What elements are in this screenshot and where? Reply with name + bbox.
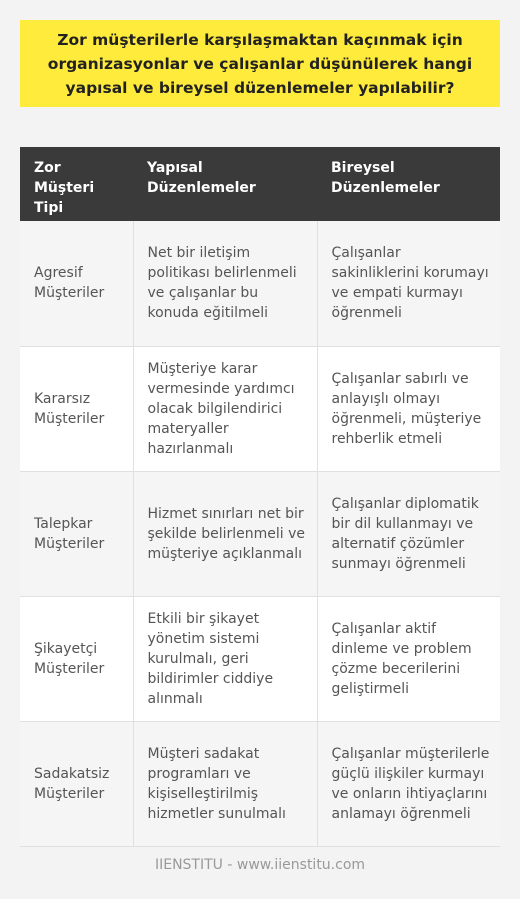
cell-structural: Müşteriye karar vermesinde yardımcı olacak bilgilendirici materyaller hazırlanmalı	[133, 346, 317, 471]
cell-customer-type: Kararsız Müşteriler	[20, 346, 133, 471]
table-header-row	[20, 147, 500, 221]
cell-individual: Çalışanlar aktif dinleme ve problem çözme becerilerini geliştirmeli	[317, 596, 500, 721]
banner-title: Zor müşterilerle karşılaşmaktan kaçınmak için organizasyonlar ve çalışanlar düşünülerek hangi yapısal ve bireysel düzenlemeler yapılabilir?	[47, 30, 473, 97]
header-structural: Yapısal Düzenlemeler	[133, 147, 317, 221]
cell-individual: Çalışanlar müşterilerle güçlü ilişkiler kurmayı ve onların ihtiyaçlarını anlamayı öğrenmeli	[317, 721, 500, 846]
question-banner	[20, 20, 500, 107]
cell-individual: Çalışanlar sabırlı ve anlayışlı olmayı öğrenmeli, müşteriye rehberlik etmeli	[317, 346, 500, 471]
cell-customer-type: Agresif Müşteriler	[20, 221, 133, 346]
table-row	[20, 721, 500, 846]
header-customer-type: Zor Müşteri Tipi	[20, 147, 133, 221]
footer-credit: IIENSTITU - www.iienstitu.com	[154, 857, 366, 873]
cell-structural: Hizmet sınırları net bir şekilde belirlenmeli ve müşteriye açıklanmalı	[133, 471, 317, 596]
table-row	[20, 596, 500, 721]
cell-structural: Müşteri sadakat programları ve kişiselleştirilmiş hizmetler sunulmalı	[133, 721, 317, 846]
cell-individual: Çalışanlar sakinliklerini korumayı ve empati kurmayı öğrenmeli	[317, 221, 500, 346]
table-row	[20, 221, 500, 346]
header-individual: Bireysel Düzenlemeler	[317, 147, 500, 221]
table-row	[20, 471, 500, 596]
cell-structural: Net bir iletişim politikası belirlenmeli ve çalışanlar bu konuda eğitilmeli	[133, 221, 317, 346]
cell-individual: Çalışanlar diplomatik bir dil kullanmayı ve alternatif çözümler sunmayı öğrenmeli	[317, 471, 500, 596]
cell-structural: Etkili bir şikayet yönetim sistemi kurulmalı, geri bildirimler ciddiye alınmalı	[133, 596, 317, 721]
cell-customer-type: Şikayetçi Müşteriler	[20, 596, 133, 721]
cell-customer-type: Talepkar Müşteriler	[20, 471, 133, 596]
cell-customer-type: Sadakatsiz Müşteriler	[20, 721, 133, 846]
adjustments-table	[20, 147, 500, 847]
table-row	[20, 346, 500, 471]
